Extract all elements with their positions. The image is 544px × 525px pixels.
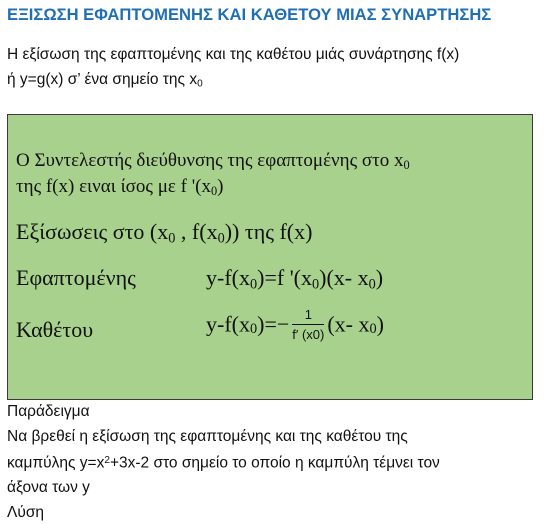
tangent-part-b: )=f '(x bbox=[257, 265, 312, 290]
intro-line-2-text: ή y=g(x) σ’ ένα σημείο της x bbox=[7, 71, 198, 88]
example-line-2 bbox=[7, 449, 542, 476]
intro-text bbox=[7, 42, 542, 97]
normal-part-a: y-f(x bbox=[206, 311, 250, 337]
subscript: 0 bbox=[217, 230, 225, 247]
normal-fraction bbox=[292, 307, 324, 342]
subscript: 0 bbox=[168, 230, 176, 247]
example-heading: Παράδειγμα bbox=[7, 403, 90, 420]
solution-heading: Λύση bbox=[7, 503, 45, 521]
equations-text-3: )) της f(x) bbox=[224, 219, 313, 244]
normal-label: Καθέτου bbox=[16, 317, 94, 342]
normal-part-b: )=− bbox=[257, 311, 290, 337]
example-line-1: Να βρεθεί η εξίσωση της εφαπτομένης και της καθέτου της bbox=[7, 427, 408, 445]
intro-line-2 bbox=[7, 67, 542, 97]
subscript: 0 bbox=[403, 158, 410, 173]
subscript: 0 bbox=[249, 321, 258, 338]
superscript: 2 bbox=[104, 455, 110, 466]
equations-text-2: , f(x bbox=[175, 219, 218, 244]
slope-line-2-close: ) bbox=[217, 176, 224, 197]
tangent-label: Εφαπτομένης bbox=[16, 265, 136, 290]
equations-text-1: Εξίσωσεις στο (x bbox=[16, 219, 169, 244]
subscript: 0 bbox=[210, 184, 218, 199]
slope-line-2 bbox=[16, 176, 223, 199]
example-section bbox=[7, 400, 542, 525]
fraction-denominator: f′ (x0) bbox=[292, 327, 325, 342]
intro-line-1: Η εξίσωση της εφαπτομένης και της καθέτου μιάς συνάρτησης f(x) bbox=[7, 46, 460, 63]
slope-line-2-text: της f(x) ειναι ίσος με f '(x bbox=[16, 176, 211, 197]
page-title: ΕΞΙΣΩΣΗ ΕΦΑΠΤΟΜΕΝΗΣ ΚΑΙ ΚΑΘΕΤΟΥ ΜΙΑΣ ΣΥΝΑΡΤΗΣΗΣ bbox=[7, 5, 492, 24]
subscript: 0 bbox=[249, 276, 258, 293]
subscript: 0 bbox=[312, 276, 320, 293]
slope-line-1 bbox=[16, 150, 410, 173]
example-line-3: άξονα των y bbox=[7, 479, 90, 497]
normal-equation bbox=[206, 307, 384, 342]
subscript: 0 bbox=[369, 321, 377, 338]
equations-heading bbox=[16, 219, 312, 248]
tangent-equation bbox=[206, 265, 383, 294]
normal-part-d: ) bbox=[376, 311, 384, 337]
formula-box bbox=[7, 114, 533, 400]
tangent-part-a: y-f(x bbox=[206, 265, 250, 290]
example-line-2-text: καμπύλης y=x bbox=[7, 454, 105, 472]
subscript: 0 bbox=[197, 78, 203, 90]
normal-part-c: (x- x bbox=[327, 311, 370, 337]
subscript: 0 bbox=[368, 276, 376, 293]
slope-line-1-text: Ο Συντελεστής διεύθυνσης της εφαπτομένης στο x bbox=[16, 150, 404, 171]
tangent-part-d: ) bbox=[375, 265, 384, 290]
example-line-2-rest: +3x-2 στο σημείο το οποίο η καμπύλη τέμνει τον bbox=[109, 454, 440, 472]
tangent-part-c: )(x- x bbox=[319, 265, 369, 290]
fraction-numerator: 1 bbox=[292, 307, 324, 325]
